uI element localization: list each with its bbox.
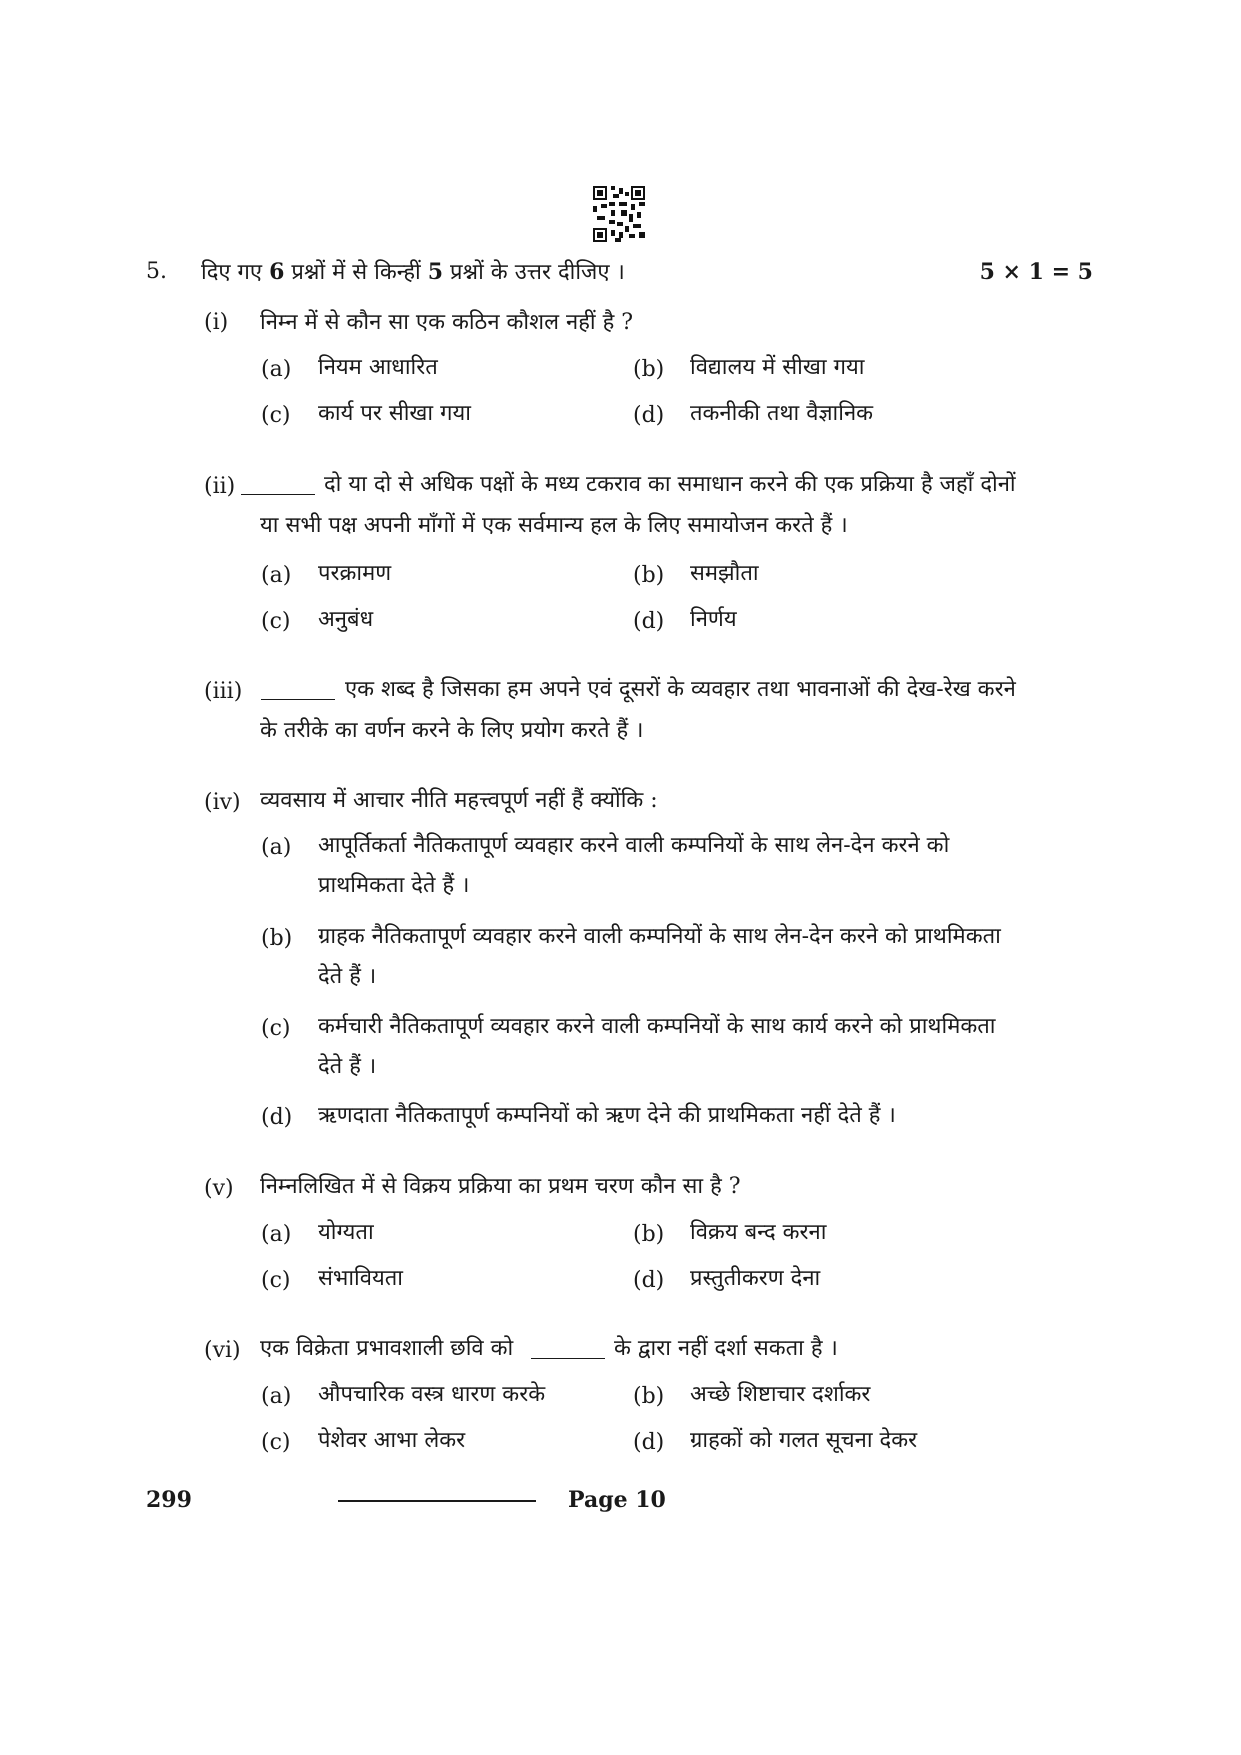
sub-question-label: (v) — [204, 1176, 234, 1201]
sub-question-text: एक विक्रेता प्रभावशाली छवि को — [260, 1336, 514, 1361]
sub-question-text: या सभी पक्ष अपनी माँगों में एक सर्वमान्य हल के लिए समायोजन करते हैं । — [260, 513, 848, 538]
option-label: (a) — [261, 835, 292, 860]
question-instruction: दिए गए 6 प्रश्नों में से किन्हीं 5 प्रश्नों के उत्तर दीजिए । — [201, 259, 625, 285]
option-label: (a) — [261, 563, 292, 588]
sub-question-label: (iii) — [204, 679, 243, 704]
option-text: कर्मचारी नैतिकतापूर्ण व्यवहार करने वाली कम्पनियों के साथ कार्य करने को प्राथमिकता — [318, 1014, 996, 1039]
option-text: समझौता — [690, 561, 759, 586]
option-text: पेशेवर आभा लेकर — [318, 1428, 466, 1453]
fill-in-blank — [531, 1340, 605, 1359]
paper-code: 299 — [146, 1487, 192, 1513]
sub-question-label: (iv) — [204, 790, 241, 815]
option-label: (b) — [633, 357, 665, 382]
option-label: (c) — [261, 403, 291, 428]
option-label: (d) — [633, 403, 665, 428]
option-label: (b) — [633, 1384, 665, 1409]
question-number: 5. — [146, 259, 167, 284]
option-label: (a) — [261, 357, 292, 382]
qr-code — [593, 186, 645, 242]
option-text: निर्णय — [690, 607, 737, 632]
sub-question-text: निम्न में से कौन सा एक कठिन कौशल नहीं है ? — [260, 310, 634, 335]
option-label: (b) — [633, 1222, 665, 1247]
option-text: संभावियता — [318, 1266, 403, 1291]
option-label: (a) — [261, 1384, 292, 1409]
sub-question-text: निम्नलिखित में से विक्रय प्रक्रिया का प्रथम चरण कौन सा है ? — [260, 1174, 741, 1199]
option-label: (b) — [261, 926, 293, 951]
sub-question-text: दो या दो से अधिक पक्षों के मध्य टकराव का समाधान करने की एक प्रक्रिया है जहाँ दोनों — [324, 472, 1016, 497]
option-label: (c) — [261, 1016, 291, 1041]
option-text: परक्रामण — [318, 561, 392, 586]
option-text: योग्यता — [318, 1220, 374, 1245]
sub-question-text: एक शब्द है जिसका हम अपने एवं दूसरों के व्यवहार तथा भावनाओं की देख-रेख करने — [345, 677, 1016, 702]
option-label: (c) — [261, 1268, 291, 1293]
option-text: प्राथमिकता देते हैं । — [318, 873, 470, 898]
option-label: (c) — [261, 609, 291, 634]
option-label: (a) — [261, 1222, 292, 1247]
option-text: नियम आधारित — [318, 355, 438, 380]
page-number: Page 10 — [568, 1487, 666, 1513]
sub-question-label: (i) — [204, 310, 229, 335]
sub-question-text: के द्वारा नहीं दर्शा सकता है । — [614, 1336, 838, 1361]
sub-question-label: (vi) — [204, 1338, 241, 1363]
option-label: (d) — [633, 609, 665, 634]
option-label: (c) — [261, 1430, 291, 1455]
option-text: ऋणदाता नैतिकतापूर्ण कम्पनियों को ऋण देने की प्राथमिकता नहीं देते हैं । — [318, 1103, 896, 1128]
fill-in-blank — [261, 681, 335, 700]
option-text: प्रस्तुतीकरण देना — [690, 1266, 821, 1291]
sub-question-text: व्यवसाय में आचार नीति महत्त्वपूर्ण नहीं हैं क्योंकि : — [260, 788, 658, 813]
option-text: अनुबंध — [318, 607, 374, 632]
question-marks: 5 × 1 = 5 — [979, 259, 1093, 285]
option-label: (d) — [633, 1430, 665, 1455]
option-text: देते हैं । — [318, 964, 377, 989]
sub-question-text: के तरीके का वर्णन करने के लिए प्रयोग करते हैं । — [260, 718, 644, 743]
option-text: आपूर्तिकर्ता नैतिकतापूर्ण व्यवहार करने वाली कम्पनियों के साथ लेन-देन करने को — [318, 833, 950, 858]
option-text: अच्छे शिष्टाचार दर्शाकर — [690, 1382, 871, 1407]
option-text: विद्यालय में सीखा गया — [690, 355, 865, 380]
option-text: ग्राहकों को गलत सूचना देकर — [690, 1428, 918, 1453]
option-label: (d) — [261, 1105, 293, 1130]
option-text: विक्रय बन्द करना — [690, 1220, 827, 1245]
option-text: तकनीकी तथा वैज्ञानिक — [690, 401, 874, 426]
option-text: देते हैं । — [318, 1054, 377, 1079]
option-label: (b) — [633, 563, 665, 588]
fill-in-blank — [241, 476, 315, 495]
footer-rule — [338, 1500, 536, 1502]
sub-question-label: (ii) — [204, 474, 236, 499]
option-text: ग्राहक नैतिकतापूर्ण व्यवहार करने वाली कम्पनियों के साथ लेन-देन करने को प्राथमिकता — [318, 924, 1001, 949]
option-text: औपचारिक वस्त्र धारण करके — [318, 1382, 546, 1407]
option-label: (d) — [633, 1268, 665, 1293]
option-text: कार्य पर सीखा गया — [318, 401, 471, 426]
